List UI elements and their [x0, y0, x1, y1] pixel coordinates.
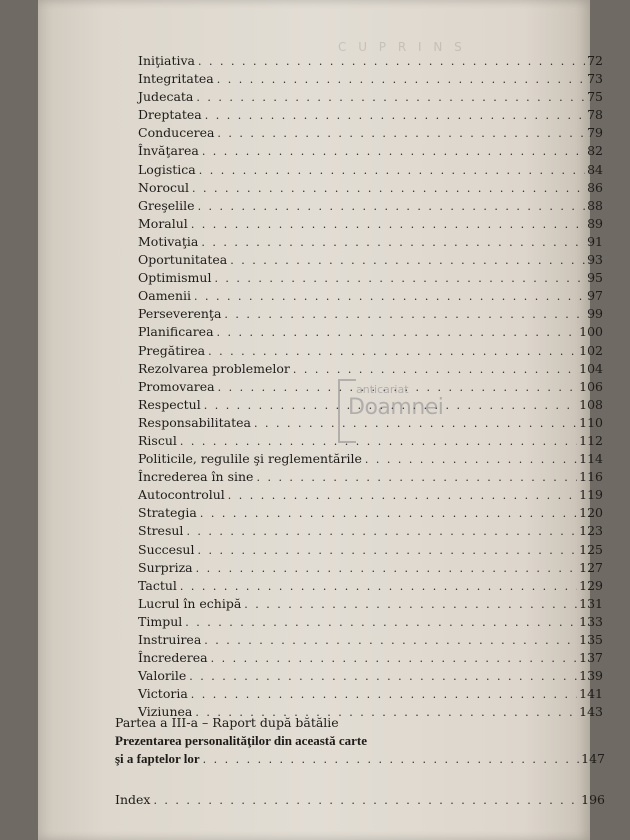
toc-leader-dots [205, 107, 585, 125]
toc-entry-title: Norocul [138, 179, 190, 195]
toc-entry-page: 89 [587, 215, 603, 231]
toc-entry[interactable] [138, 577, 603, 595]
toc-entry[interactable] [138, 52, 603, 70]
toc-leader-dots [197, 542, 577, 560]
toc-entry[interactable] [138, 450, 603, 468]
toc-entry[interactable] [138, 106, 603, 124]
toc-entry-page: 100 [579, 324, 603, 340]
toc-leader-dots [199, 162, 585, 180]
toc-leader-dots [191, 216, 585, 234]
toc-entry-page: 104 [579, 360, 603, 376]
toc-entry[interactable] [138, 179, 603, 197]
toc-entry-page: 143 [579, 704, 603, 720]
toc-entry-title: Tactul [138, 577, 177, 593]
toc-entry-page: 125 [579, 541, 603, 557]
toc-leader-dots [202, 143, 585, 161]
toc-leader-dots [365, 451, 577, 469]
toc-entry-title: Oportunitatea [138, 252, 228, 268]
toc-leader-dots [192, 180, 585, 198]
toc-entry-title: Optimismul [138, 270, 212, 286]
toc-entry[interactable] [138, 468, 603, 486]
toc-entry[interactable] [138, 522, 603, 540]
toc-leader-dots [256, 469, 577, 487]
toc-entry[interactable] [138, 305, 603, 323]
toc-leader-dots [228, 487, 577, 505]
toc-leader-dots [185, 614, 577, 632]
toc-entry-title: Valorile [138, 668, 187, 684]
toc-leader-dots [204, 632, 577, 650]
toc-entry-page: 120 [579, 505, 603, 521]
toc-entry-title: Riscul [138, 432, 177, 448]
toc-entry-page: 95 [587, 270, 603, 286]
toc-leader-dots [217, 125, 585, 143]
toc-entry-title: Încrederea [138, 650, 208, 666]
toc-entry[interactable] [138, 233, 603, 251]
toc-entry-page: 86 [587, 179, 603, 195]
toc-entry-page: 82 [587, 143, 603, 159]
toc-entry-title: Politicile, regulile şi reglementările [138, 451, 362, 467]
toc-entry[interactable] [138, 124, 603, 142]
toc-entry[interactable] [138, 88, 603, 106]
toc-entry-title: Integritatea [138, 71, 214, 87]
toc-entry[interactable] [138, 323, 603, 341]
toc-leader-dots [196, 560, 578, 578]
part-subtitle-line1: Prezentarea personalităţilor din această carte [115, 733, 367, 748]
toc-entry-page: 72 [587, 53, 603, 68]
part-three-section [115, 714, 605, 768]
toc-entry-title: Învăţarea [138, 143, 199, 159]
toc-entry-page: 73 [587, 71, 603, 87]
toc-entry[interactable] [138, 541, 603, 559]
toc-entry-page: 93 [587, 252, 603, 268]
toc-leader-dots [201, 234, 585, 252]
bleed-through-text: C U P R I N S [338, 40, 466, 54]
toc-leader-dots [153, 792, 579, 810]
toc-entry[interactable] [138, 269, 603, 287]
toc-entry-page: 84 [587, 161, 603, 177]
toc-entry-page: 99 [587, 306, 603, 322]
toc-leader-dots [224, 306, 585, 324]
toc-entry-page: 135 [579, 632, 603, 647]
toc-leader-dots [211, 650, 578, 668]
toc-entry-title: Instruirea [138, 632, 202, 647]
toc-leader-dots [186, 523, 577, 541]
toc-entry-page: 123 [579, 523, 603, 539]
toc-entry-page: 127 [579, 559, 603, 575]
toc-entry-page: 88 [587, 197, 603, 213]
toc-leader-dots [203, 751, 580, 769]
toc-entry-page: 119 [579, 487, 603, 503]
toc-entry-page: 114 [579, 451, 603, 467]
toc-entry-page: 196 [581, 792, 605, 807]
book-page [38, 0, 605, 840]
toc-entry-title: Victoria [138, 686, 188, 702]
toc-leader-dots [191, 686, 577, 704]
toc-entry-title: Judecata [138, 89, 194, 105]
toc-entry-part3[interactable] [115, 750, 605, 768]
toc-entry-page: 116 [579, 469, 603, 485]
toc-entry[interactable] [138, 559, 603, 577]
toc-leader-dots [194, 288, 585, 306]
toc-entry-title: şi a faptelor lor [115, 751, 200, 766]
toc-entry-page: 75 [587, 89, 603, 105]
toc-entry-title: Conducerea [138, 125, 215, 141]
toc-leader-dots [198, 198, 586, 216]
toc-leader-dots [217, 71, 585, 89]
toc-entry-page: 106 [579, 378, 603, 394]
toc-entry-title: Viziunea [138, 704, 193, 720]
toc-entry[interactable] [138, 613, 603, 631]
toc-entry[interactable] [138, 215, 603, 233]
toc-entry-page: 112 [579, 432, 603, 448]
toc-leader-dots [244, 596, 577, 614]
toc-entry-page: 139 [579, 668, 603, 684]
toc-entry-page: 147 [581, 751, 605, 766]
toc-entry-page: 131 [579, 595, 603, 611]
toc-entry-title: Index [115, 792, 151, 807]
part-heading: Partea a III-a – Raport după bătălie [115, 715, 339, 730]
toc-entry-page: 102 [579, 342, 603, 358]
toc-entry[interactable] [138, 486, 603, 504]
toc-entry-title: Timpul [138, 613, 183, 629]
toc-entry-title: Surpriza [138, 559, 193, 575]
watermark-top-text: anticariat [356, 383, 409, 396]
toc-entry-page: 97 [587, 288, 603, 304]
toc-entry-title: Succesul [138, 541, 195, 557]
toc-entry[interactable] [138, 631, 603, 649]
toc-entry-title: Promovarea [138, 378, 215, 394]
toc-leader-dots [189, 668, 577, 686]
toc-entry[interactable] [138, 649, 603, 667]
toc-entry-page: 108 [579, 396, 603, 412]
toc-entry-page: 129 [579, 577, 603, 593]
toc-entry[interactable] [138, 251, 603, 269]
toc-entry-title: Motivaţia [138, 233, 199, 249]
toc-entry[interactable] [138, 197, 603, 215]
toc-entry-title: Logistica [138, 161, 196, 177]
toc-leader-dots [196, 89, 585, 107]
toc-leader-dots [214, 270, 585, 288]
toc-entry[interactable] [138, 70, 603, 88]
toc-entry[interactable] [138, 685, 603, 703]
toc-entry[interactable] [138, 595, 603, 613]
toc-leader-dots [180, 578, 577, 596]
toc-entry-page: 91 [587, 233, 603, 249]
toc-entry[interactable] [138, 287, 603, 305]
toc-entry-title: Stresul [138, 523, 184, 539]
toc-entry-title: Pregătirea [138, 342, 206, 358]
toc-entry-title: Strategia [138, 505, 197, 521]
toc-leader-dots [200, 505, 577, 523]
toc-entry-page: 79 [587, 125, 603, 141]
toc-leader-dots [198, 53, 585, 71]
toc-entry-title: Autocontrolul [138, 487, 225, 503]
toc-entry[interactable] [138, 504, 603, 522]
toc-entry-title: Planificarea [138, 324, 214, 340]
toc-leader-dots [208, 343, 577, 361]
toc-entry-page: 133 [579, 613, 603, 629]
toc-entry-title: Moralul [138, 215, 188, 231]
toc-leader-dots [230, 252, 585, 270]
toc-entry-page: 141 [579, 686, 603, 702]
toc-entry-title: Dreptatea [138, 107, 202, 123]
toc-entry-title: Respectul [138, 396, 201, 412]
toc-entry-title: Responsabilitatea [138, 414, 252, 430]
watermark-main-text: Doamnei [348, 395, 444, 420]
toc-entry[interactable] [138, 667, 603, 685]
toc-entry-title: Iniţiativa [138, 53, 195, 68]
toc-entry-title: Lucrul în echipă [138, 595, 242, 611]
index-section [115, 791, 605, 809]
watermark-logo [338, 375, 448, 445]
toc-entry-page: 110 [579, 414, 603, 430]
toc-entry-title: Perseverenţa [138, 306, 222, 322]
toc-entry[interactable] [138, 342, 603, 360]
toc-entry-page: 78 [587, 107, 603, 123]
toc-entry-title: Încrederea în sine [138, 469, 254, 485]
toc-entry[interactable] [138, 161, 603, 179]
toc-entry-page: 137 [579, 650, 603, 666]
toc-entry-title: Rezolvarea problemelor [138, 360, 290, 376]
toc-entry-title: Oamenii [138, 288, 191, 304]
toc-entry-title: Greşelile [138, 197, 195, 213]
toc-entry-index[interactable] [115, 791, 605, 809]
toc-entry[interactable] [138, 142, 603, 160]
toc-leader-dots [217, 324, 578, 342]
